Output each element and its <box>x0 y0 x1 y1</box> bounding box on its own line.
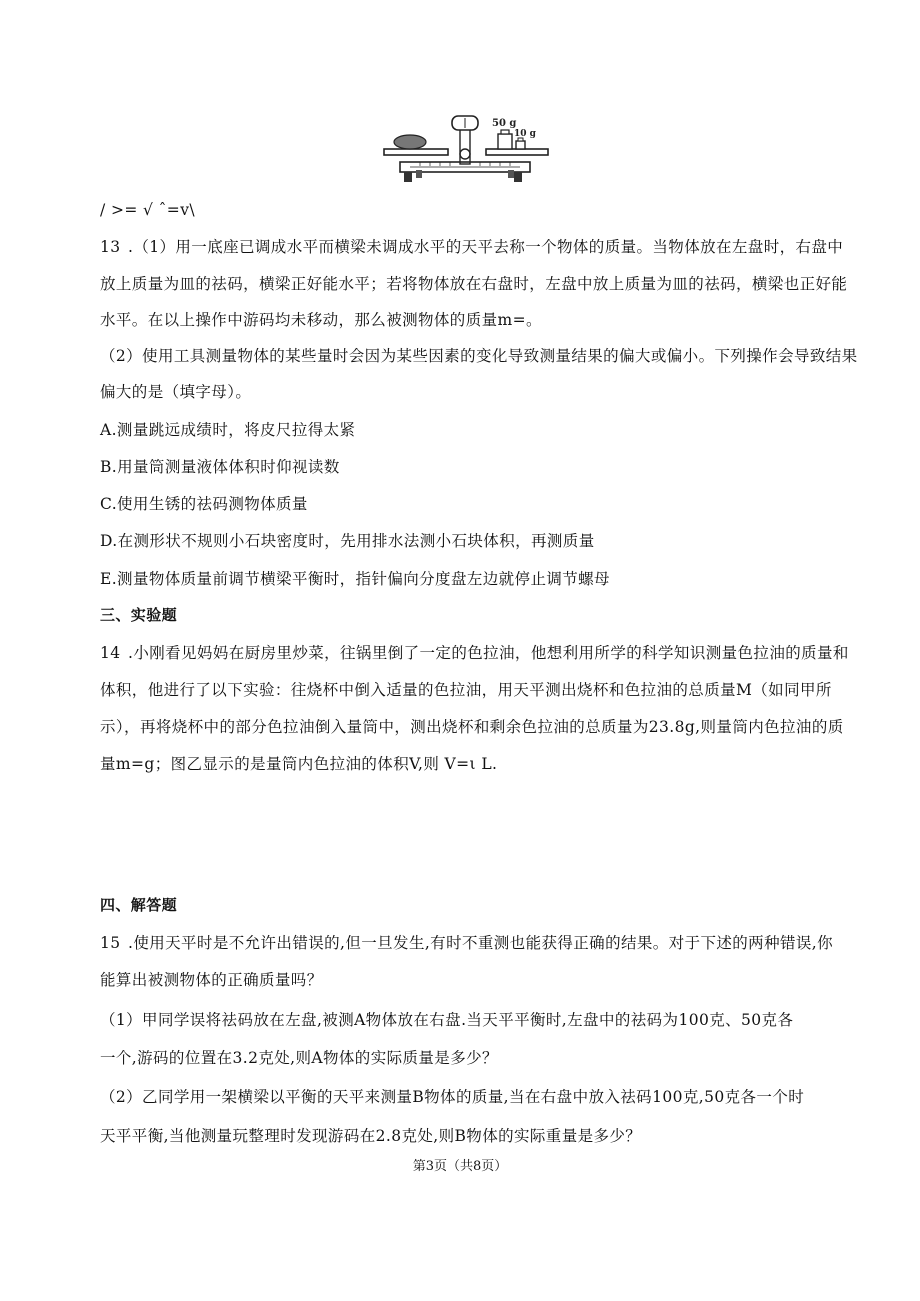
section-3-title: 三、实验题 <box>100 606 178 624</box>
object-on-pan <box>394 135 426 149</box>
q15-text1: .使用天平时是不允许出错误的,但一旦发生,有时不重测也能获得正确的结果。对于下述的两种错误,你 <box>128 934 834 952</box>
figure-caption: / >= √ ˆ=v\ <box>100 201 195 219</box>
q13-option-e: E.测量物体质量前调节横梁平衡时，指针偏向分度盘左边就停止调节螺母 <box>100 570 610 588</box>
weight-10g <box>516 141 525 149</box>
q14-line1 <box>100 643 849 663</box>
weight-50g-label: 50 g <box>492 118 517 129</box>
q13-line3: 水平。在以上操作中游码均未移动，那么被测物体的质量m=。 <box>100 311 542 329</box>
q15-part1-line1: （1）甲同学误将祛码放在左盘,被测A物体放在右盘.当天平平衡时,左盘中的祛码为100克、50克各 <box>100 1011 794 1029</box>
weight-50g <box>498 134 512 149</box>
q15-part2-line1: （2）乙同学用一架横梁以平衡的天平来测量B物体的质量,当在右盘中放入祛码100克,50克各一个时 <box>100 1088 805 1106</box>
q13-part2-line2: 偏大的是（填字母）。 <box>100 383 252 401</box>
q13-option-a: A.测量跳远成绩时，将皮尺拉得太紧 <box>100 421 356 439</box>
weight-10g-label: 10 g <box>514 129 536 139</box>
q13-line2: 放上质量为皿的祛码，横梁正好能水平；若将物体放在右盘时，左盘中放上质量为皿的祛码，横梁也正好能 <box>100 275 848 293</box>
balance-scale-figure <box>380 112 552 188</box>
q15-part1-line2: 一个,游码的位置在3.2克处,则A物体的实际质量是多少？ <box>100 1049 498 1067</box>
q15-number: 15 <box>100 934 121 952</box>
q15-part2-line2: 天平平衡,当他测量玩整理时发现游码在2.8克处,则B物体的实际重量是多少？ <box>100 1127 642 1145</box>
section-4-title: 四、解答题 <box>100 896 178 914</box>
q13-option-c: C.使用生锈的祛码测物体质量 <box>100 495 308 513</box>
left-pan <box>384 149 448 155</box>
q15-line1 <box>100 933 840 953</box>
q14-text1: .小刚看见妈妈在厨房里炒菜，往锅里倒了一定的色拉油，他想利用所学的科学知识测量色拉油的质量和 <box>128 644 849 662</box>
q15-line2: 能算出被测物体的正确质量吗？ <box>100 971 323 989</box>
q13-line1 <box>100 237 844 257</box>
q13-option-b: B.用量筒测量液体体积时仰视读数 <box>100 458 340 476</box>
q14-line4: 量m=g；图乙显示的是量筒内色拉油的体积V,则 V=ι L. <box>100 755 498 773</box>
q14-number: 14 <box>100 644 121 662</box>
q14-line3: 示），再将烧杯中的部分色拉油倒入量筒中，测出烧杯和剩余色拉油的总质量为23.8g,则量筒内色拉油的质 <box>100 718 844 736</box>
q13-number: 13 <box>100 238 121 256</box>
page-footer: 第3页（共8页） <box>412 1159 508 1174</box>
q13-part2-line1: （2）使用工具测量物体的某些量时会因为某些因素的变化导致测量结果的偏大或偏小。下列操作会导致结果 <box>100 347 858 365</box>
q13-option-d: D.在测形状不规则小石块密度时，先用排水法测小石块体积，再测质量 <box>100 532 595 550</box>
q13-text1: .（1）用一底座已调成水平而横梁未调成水平的天平去称一个物体的质量。当物体放在左盘时，右盘中 <box>128 238 844 256</box>
q14-line2: 体积，他进行了以下实验：往烧杯中倒入适量的色拉油，用天平测出烧杯和色拉油的总质量M（如同甲所 <box>100 681 832 699</box>
right-pan <box>486 149 548 155</box>
